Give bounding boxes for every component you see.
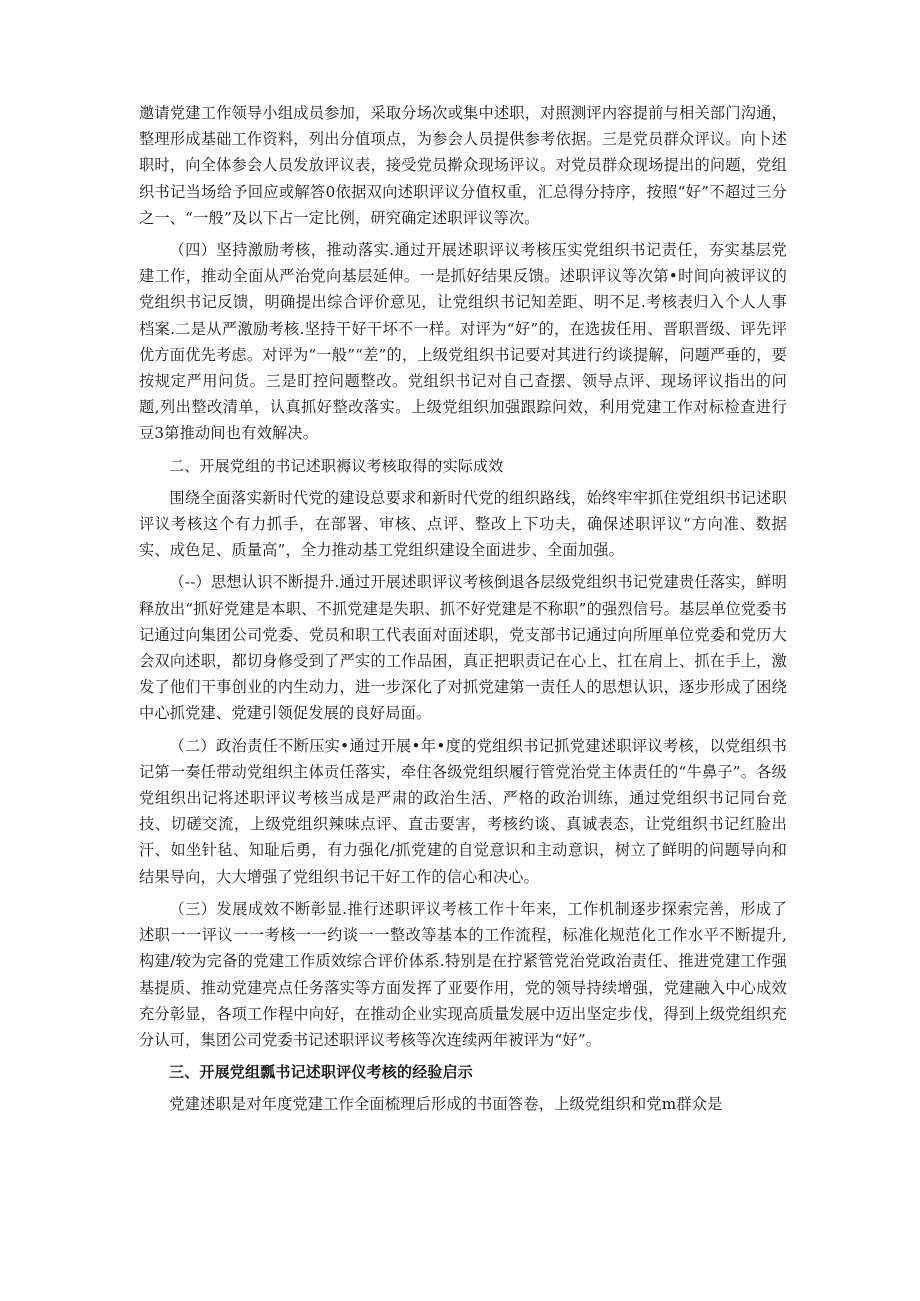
paragraph-development-results: （三）发展成效不断彰显.推行述职评议考核工作十年来，工作机制逐步探索完善，形成了述职一一评议一一考核一一约谈一一整改等基本的工作流程，标准化规范化工作水平不断提升,构建/较为完备的党建工作质效综合评价体系.特别是在拧紧管党治党政治责任、推进党建工作强基提质、推动党建亮点任务落实等方面发挥了亚要作用，党的领导持续增强，党建融入中心成效充分彰显，各项工作程中向好，在推动企业实现高质量发展中迈出坚定步伐，得到上级党组织充分认可，集团公司党委书记述职评议考核等次连续两年被评为“好”。 [139,899,787,1049]
section-heading-lessons: 三、开展党组瓢书记述职评仪考核的经验启示 [169,1063,474,1082]
document-body [139,100,787,1124]
paragraph-lessons-intro: 党建述职是对年度党建工作全面梳理后形成的书面答卷，上级党组织和党m群众是 [169,1095,723,1114]
paragraph-achievements-intro: 围绕全面落实新时代党的建设总要求和新时代党的组织路线，始终牢牢抓住党组织书记述职评议考核这个有力抓手，在部署、审核、点评、整改上下功夫，确保述职评议“方向准、数据实、成色足、质量高”，全力推动基工党组织建设全面进步、全面加强。 [139,488,787,560]
section-heading-achievements: 二、开展党组的书记述职褥议考核取得的实际成效 [169,456,504,475]
paragraph-incentive-assessment: （四）坚持激励考核，推动落实.通过开展述职评议考核压实党组织书记责任，夯实基层党建工作，推动全面从严治党向基层延伸。一是抓好结果反馈。述职评议等次第•时间向被评议的党组织书记反馈，明确提出综合评价意见，让党组织书记知差距、明不足.考核表归入个人人事档案.二是从严激励考核.坚持干好干坏不一样。对评为“好”的，在选拔任用、晋职晋级、评先评优方面优先考虑。对评为“一般”“差”的，上级党组织书记要对其进行约谈提解，问题严垂的，要按规定严用问货。三是盯控问题整改。党组织书记对自己查摆、领导点评、现场评议指出的问题,列出整改清单，认真抓好整改落实。上级党组织加强跟踪问效，利用党建工作对标检查进行豆3第推动间也有效解决。 [139,241,787,443]
paragraph-political-responsibility: （二）政治责任不断压实•通过开展•年•度的党组织书记抓党建述职评议考核，以党组织书记第一奏任带动党组织主体贡任落实，牵住各级党组织履行管党治党主体责任的“牛鼻子”。各级党组织出记将述职评议考核当成是严肃的政治生活、严格的政治训练，通过党组织书记同台竞技、切磋交流，上级党组织辣味点评、直击要害，考核约谈、真诚表态，让党组织书记红脸出汗、如坐针毡、知耻后勇，有力强化/抓党建的自觉意识和主动意识，树立了鲜明的问题导向和结果导向，大大增强了党组织书记干好工作的信心和决心。 [139,736,787,886]
paragraph-ideological-awareness: （--）思想认识不断提升.通过开展述职评议考核倒退各层级党组织书记党建贵任落实，鲜明释放出“抓好党建是本职、不抓党建是失职、抓不好党建是不称职”的强烈信号。基层单位党委书记通过向集团公司党委、党员和职工代表面对面述职，党支部书记通过向所厘单位党委和党历大会双向述职，都切身修受到了严实的工作品困，真正把职责记在心上、扛在肩上、抓在手上，激发了他们干事创业的内生动力，进一步深化了对抓党建第一责任人的思想认识，逐步形成了困绕中心抓党建、党建引领促发展的良好局面。 [139,573,787,723]
paragraph-evaluation-methods: 邀请党建工作领导小组成员参加，采取分场次或集中述职，对照测评内容提前与相关部门沟通，整理形成基础工作资料，列出分值项点，为参会人员提供参考依据。三是党员群众评议。向卜述职时，向全体参会人员发放评议表，接受党员擀众现场评议。对党员群众现场提出的问题，党组织书记当场给予回应或解答0依据双向述职评议分值权重，汇总得分持序，按照“好”不超过三分之一、“一般”及以下占一定比例，研究确定述职评议等次。 [139,104,787,227]
